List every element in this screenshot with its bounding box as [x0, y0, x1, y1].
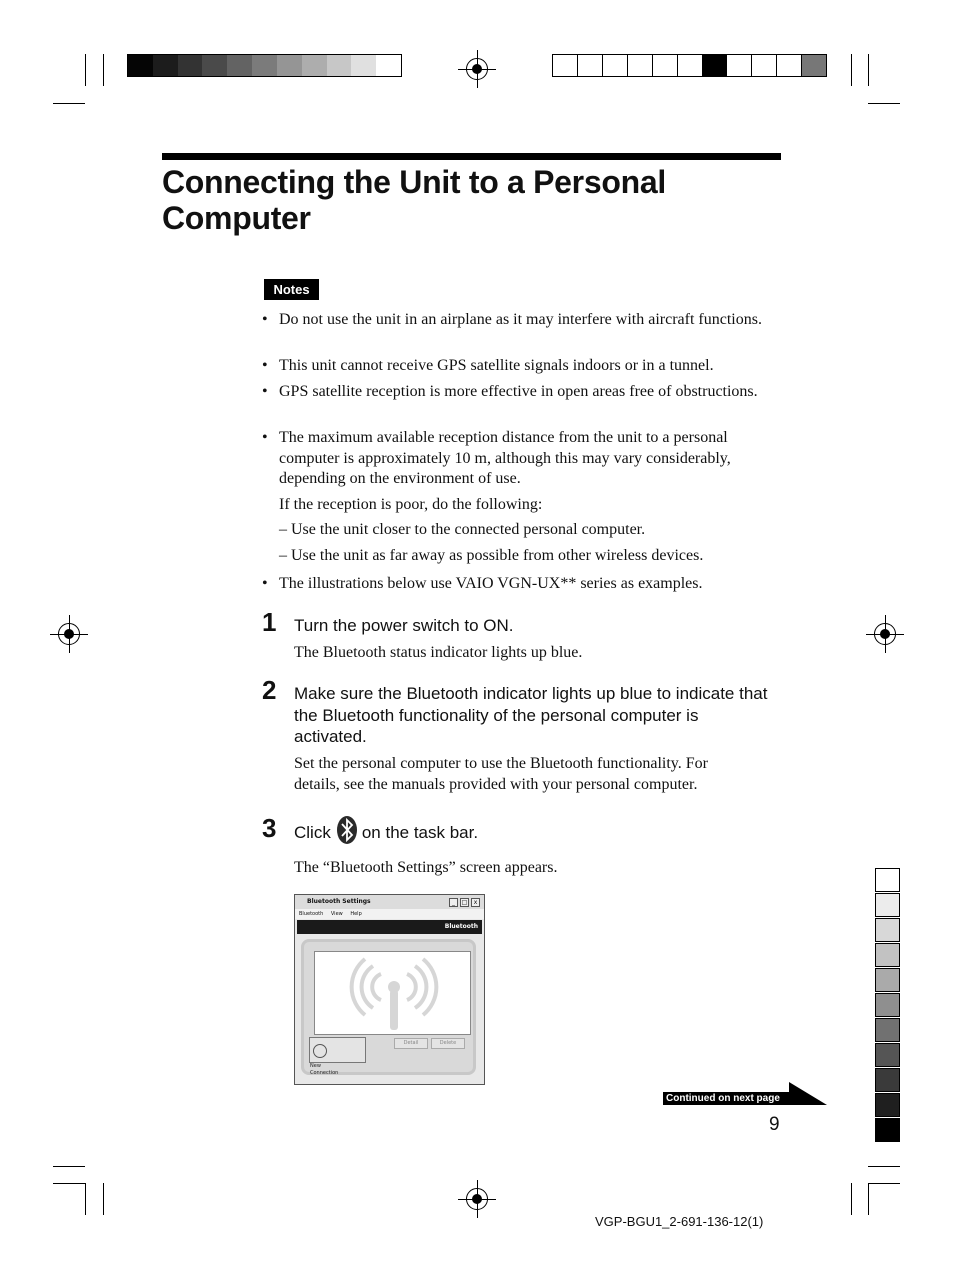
shade-tab — [875, 1093, 900, 1117]
shade-tab — [875, 1068, 900, 1092]
crop-mark — [868, 1183, 900, 1184]
step-heading: Make sure the Bluetooth indicator lights up blue to indicate that the Bluetooth functionality of the personal computer is activated. — [294, 684, 768, 746]
shade-tab — [875, 868, 900, 892]
footer-code: VGP-BGU1_2-691-136-12(1) — [595, 1214, 764, 1229]
step-number: 1 — [262, 607, 277, 637]
note-text: The illustrations below use VAIO VGN-UX** series as examples. — [279, 575, 703, 592]
shade-tab — [875, 1118, 900, 1142]
detail-button[interactable]: Detail — [394, 1038, 428, 1049]
new-connection-label: New Connection — [310, 1063, 339, 1076]
continued-arrow — [663, 1082, 827, 1107]
registration-mark-icon — [874, 623, 896, 645]
note-text: The maximum available reception distance from the unit to a personal computer is approximately 10 m, although this may vary considerably, depending on the environment of use. — [279, 429, 731, 487]
step-body: The Bluetooth status indicator lights up blue. — [294, 644, 583, 661]
crop-mark — [85, 54, 86, 86]
crop-mark — [53, 1183, 85, 1184]
window-title: Bluetooth Settings — [307, 898, 371, 905]
step-heading — [294, 821, 774, 845]
title-rule — [162, 153, 781, 160]
note-text: This unit cannot receive GPS satellite signals indoors or in a tunnel. — [279, 357, 714, 374]
step-number: 2 — [262, 675, 277, 705]
poor-reception-step: – Use the unit closer to the connected personal computer. — [279, 521, 646, 538]
registration-mark-icon — [466, 1188, 488, 1210]
crop-mark — [868, 1183, 869, 1215]
crop-mark — [868, 103, 900, 104]
window-titlebar — [295, 895, 484, 909]
bluetooth-brand: Bluetooth — [444, 923, 478, 930]
gray-scale-strip-right — [552, 54, 827, 77]
continued-label: Continued on next page — [666, 1093, 780, 1104]
menu-help[interactable]: Help — [350, 911, 362, 917]
menu-bluetooth[interactable]: Bluetooth — [299, 911, 324, 917]
bluetooth-banner — [297, 920, 482, 934]
step-body: Set the personal computer to use the Bluetooth functionality. For details, see the manuals provided with your personal computer. — [294, 755, 708, 793]
delete-button[interactable]: Delete — [431, 1038, 465, 1049]
note-text: GPS satellite reception is more effective in open areas free of obstructions. — [279, 383, 758, 400]
step-number: 3 — [262, 813, 277, 843]
shade-tab — [875, 918, 900, 942]
shade-tab — [875, 993, 900, 1017]
shade-tab — [875, 943, 900, 967]
crop-mark — [868, 1166, 900, 1167]
crop-mark — [851, 54, 852, 86]
gray-scale-strip-left — [127, 54, 402, 77]
maximize-button[interactable]: □ — [461, 899, 468, 906]
crop-mark — [851, 1183, 852, 1215]
shade-tab — [875, 893, 900, 917]
notes-label: Notes — [264, 279, 319, 300]
crop-mark — [53, 1166, 85, 1167]
close-button[interactable]: x — [471, 898, 480, 907]
crop-mark — [53, 103, 85, 104]
connection-list[interactable] — [314, 951, 471, 1035]
shade-tab — [875, 1018, 900, 1042]
bluetooth-settings-screenshot — [294, 894, 485, 1085]
crop-mark — [103, 1183, 104, 1215]
antenna-icon — [315, 952, 472, 1036]
minimize-button[interactable]: _ — [449, 898, 458, 907]
poor-reception-step: – Use the unit as far away as possible from other wireless devices. — [279, 547, 704, 564]
page-number: 9 — [769, 1114, 780, 1135]
crop-mark — [868, 54, 869, 86]
window-menu-bar — [295, 909, 484, 919]
bluetooth-taskbar-icon — [336, 815, 358, 845]
connection-panel — [301, 939, 476, 1075]
step-heading: Turn the power switch to ON. — [294, 616, 514, 635]
new-connection-button[interactable] — [309, 1037, 366, 1076]
poor-reception-intro: If the reception is poor, do the following: — [279, 496, 543, 513]
registration-mark-icon — [58, 623, 80, 645]
registration-mark-icon — [466, 58, 488, 80]
shade-tab — [875, 1043, 900, 1067]
step-body: The “Bluetooth Settings” screen appears. — [294, 859, 558, 876]
crop-mark — [103, 54, 104, 86]
new-connection-icon — [313, 1044, 327, 1058]
step-heading-text: on the task bar. — [361, 823, 479, 843]
step-heading-text: Click — [294, 823, 331, 843]
menu-view[interactable]: View — [330, 911, 343, 917]
shade-tab — [875, 968, 900, 992]
page-title: Connecting the Unit to a Personal Computer — [162, 164, 666, 236]
crop-mark — [85, 1183, 86, 1215]
note-text: Do not use the unit in an airplane as it may interfere with aircraft functions. — [279, 311, 762, 328]
